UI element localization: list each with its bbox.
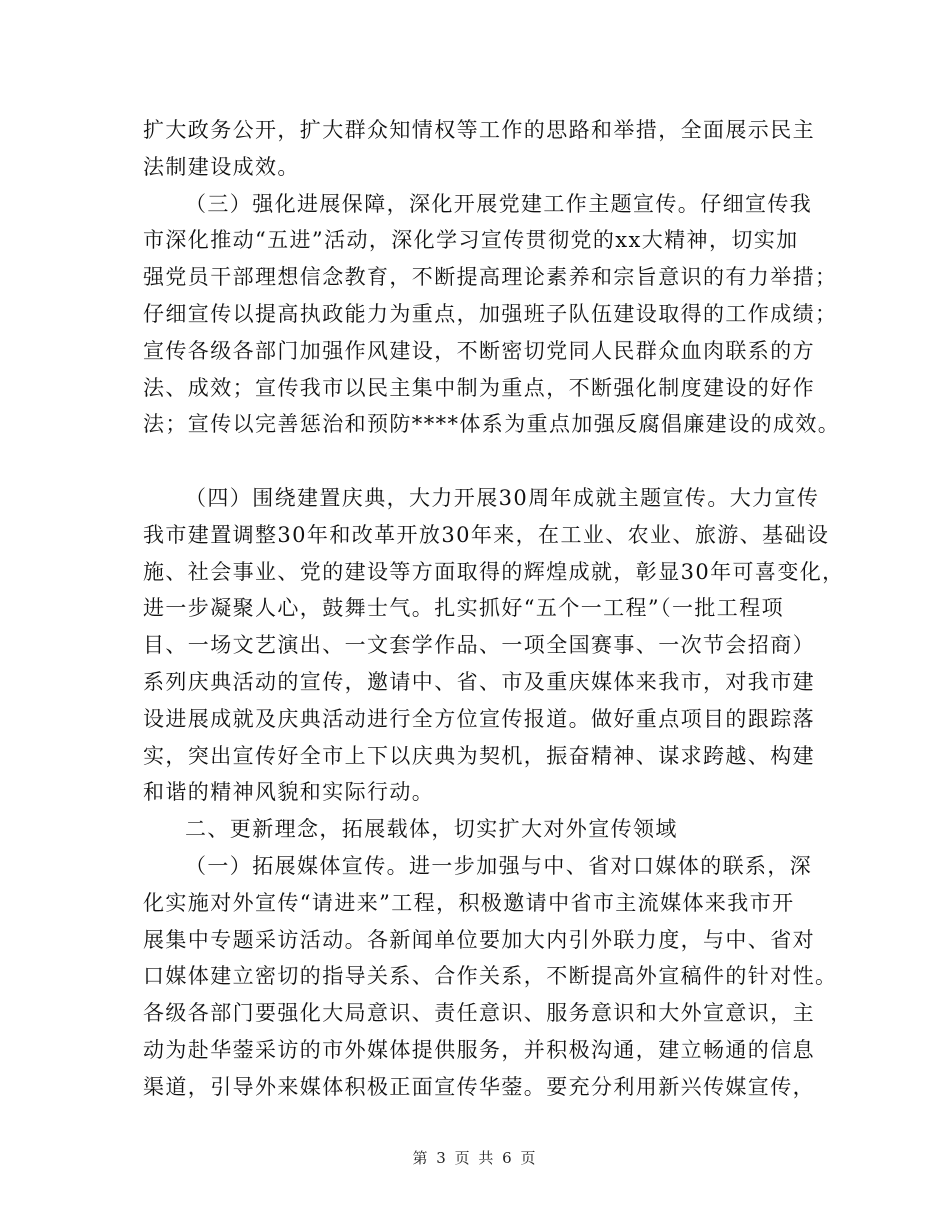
text-line: 动为赴华蓥采访的市外媒体提供服务，并积极沟通，建立畅通的信息 — [143, 1037, 815, 1062]
text-line: 设进展成就及庆典活动进行全方位宣传报道。做好重点项目的跟踪落 — [143, 706, 815, 731]
document-body — [143, 112, 845, 1106]
section-heading-2-1: （一）拓展媒体宣传。进一步加强与中、省对口媒体的联系，深 — [185, 853, 813, 878]
text-line: 强党员干部理想信念教育，不断提高理论素养和宗旨意识的有力举措； — [143, 265, 838, 290]
text-line: 我市建置调整30年和改革开放30年来，在工业、农业、旅游、基础设 — [143, 522, 830, 547]
text-line: 各级各部门要强化大局意识、责任意识、服务意识和大外宣意识，主 — [143, 1001, 815, 1026]
page-number-footer: 第 3 页 共 6 页 — [412, 1149, 538, 1167]
section-heading-4: （四）围绕建置庆典，大力开展30周年成就主题宣传。大力宣传 — [185, 485, 820, 510]
text-line: 法；宣传以完善惩治和预防****体系为重点加强反腐倡廉建设的成效。 — [143, 412, 841, 437]
text-line: 法、成效；宣传我市以民主集中制为重点，不断强化制度建设的好作 — [143, 375, 815, 400]
text-line: 实，突出宣传好全市上下以庆典为契机，振奋精神、谋求跨越、构建 — [143, 743, 815, 768]
text-line: 系列庆典活动的宣传，邀请中、省、市及重庆媒体来我市，对我市建 — [143, 669, 815, 694]
text-line: 化实施对外宣传“请进来”工程，积极邀请中省市主流媒体来我市开 — [143, 890, 795, 915]
text-line: 和谐的精神风貌和实际行动。 — [143, 780, 435, 805]
text-line: 仔细宣传以提高执政能力为重点，加强班子队伍建设取得的工作成绩； — [143, 301, 838, 326]
section-heading-3: （三）强化进展保障，深化开展党建工作主题宣传。仔细宣传我 — [185, 191, 813, 216]
chapter-heading-2: 二、更新理念，拓展载体，切实扩大对外宣传领域 — [185, 817, 678, 842]
text-line: 宣传各级各部门加强作风建设，不断密切党同人民群众血肉联系的方 — [143, 338, 815, 363]
text-line: 渠道，引导外来媒体积极正面宣传华蓥。要充分利用新兴传媒宣传， — [143, 1074, 815, 1099]
text-line: 法制建设成效。 — [143, 154, 300, 179]
text-line: 展集中专题采访活动。各新闻单位要加大内引外联力度，与中、省对 — [143, 927, 815, 952]
text-line: 市深化推动“五进”活动，深化学习宣传贯彻党的xx大精神，切实加 — [143, 228, 799, 253]
text-line: 施、社会事业、党的建设等方面取得的辉煌成就，彰显30年可喜变化， — [143, 559, 845, 584]
paragraph-gap — [143, 443, 808, 480]
text-line: 扩大政务公开，扩大群众知情权等工作的思路和举措，全面展示民主 — [143, 118, 815, 142]
text-line: 目、一场文艺演出、一文套学作品、一项全国赛事、一次节会招商） — [143, 633, 815, 658]
text-line: 口媒体建立密切的指导关系、合作关系，不断提高外宣稿件的针对性。 — [143, 964, 838, 989]
text-line: 进一步凝聚人心，鼓舞士气。扎实抓好“五个一工程”（一批工程项 — [143, 596, 784, 621]
